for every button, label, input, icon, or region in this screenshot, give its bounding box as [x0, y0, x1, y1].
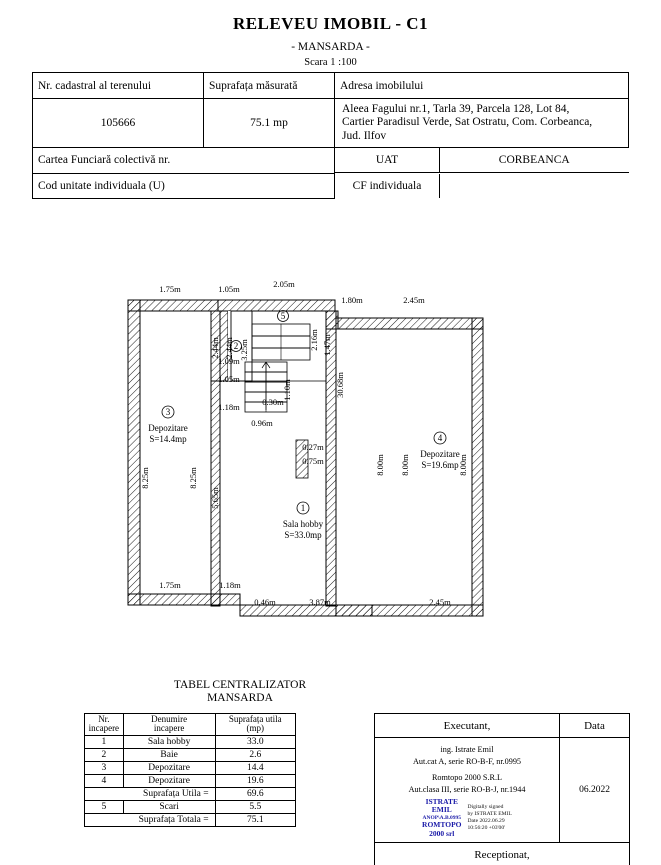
- room-4-name: Depozitare: [420, 449, 460, 459]
- row-1-nr: 1: [85, 735, 124, 748]
- svg-text:5.65m: 5.65m: [210, 487, 220, 509]
- executant-table: [374, 713, 630, 865]
- floor-plan: [0, 250, 661, 650]
- measured-area-value: 75.1 mp: [204, 99, 335, 148]
- svg-text:0.96m: 0.96m: [251, 418, 273, 428]
- svg-text:1.05m: 1.05m: [218, 374, 240, 384]
- header-area-l2: (mp): [246, 723, 265, 734]
- row-5-nr: 5: [85, 800, 124, 813]
- svg-text:3.25m: 3.25m: [239, 339, 249, 361]
- data-header: Data: [560, 714, 630, 738]
- cf-individual-label: CF individuala: [335, 174, 440, 198]
- sig-line-4: 10:56:20 +03'00': [467, 824, 506, 831]
- row-2-name: Baie: [123, 748, 215, 761]
- room-3-area: S=14.4mp: [149, 434, 187, 444]
- total-label: Suprafața Totala =: [85, 813, 216, 826]
- table-row: [33, 173, 629, 198]
- centralizator-title-line2: MANSARDA: [207, 692, 273, 704]
- room-3-name: Depozitare: [148, 423, 188, 433]
- svg-text:2.45m: 2.45m: [429, 597, 451, 607]
- address-line-3: Jud. Ilfov: [342, 129, 387, 142]
- header-area-l1: Suprafața utila: [228, 714, 282, 724]
- receptionat-label: Receptionat,: [375, 843, 630, 865]
- row-4-nr: 4: [85, 774, 124, 787]
- table-row: [33, 73, 629, 99]
- sig-line-2: by ISTRATE EMIL: [467, 810, 512, 817]
- svg-text:8.00m: 8.00m: [458, 454, 468, 476]
- table-row: [375, 738, 630, 843]
- cf-collective-label: Cartea Funciară colectivă nr.: [33, 148, 335, 174]
- header-nr-l1: Nr.: [98, 714, 110, 724]
- executant-line-4: Aut.clasa III, serie RO-B-J, nr.1944: [408, 784, 526, 794]
- stamp-line-5: 2000 srl: [429, 828, 455, 838]
- svg-text:2.05m: 2.05m: [273, 279, 295, 289]
- table-row: [85, 774, 296, 787]
- svg-text:1.47m: 1.47m: [322, 334, 332, 356]
- address-line-2: Cartier Paradisul Verde, Sat Ostratu, Com. Corbeanca,: [342, 116, 593, 129]
- row-3-nr: 3: [85, 761, 124, 774]
- svg-text:1.05m: 1.05m: [218, 284, 240, 294]
- svg-text:0.75m: 0.75m: [302, 456, 324, 466]
- room-3-number: 3: [165, 407, 171, 417]
- page-title: RELEVEU IMOBIL - C1: [232, 14, 429, 33]
- room-4-number: 4: [437, 433, 443, 443]
- executant-line-3: Romtopo 2000 S.R.L: [431, 772, 503, 782]
- svg-text:30.68m: 30.68m: [335, 372, 345, 398]
- address-header: Adresa imobilului: [335, 73, 629, 99]
- cad-number-value: 105666: [33, 99, 204, 148]
- table-row: [85, 800, 296, 813]
- signature-meta: [468, 804, 512, 832]
- cf-individual-value: [440, 174, 629, 198]
- row-2-area: 2.6: [215, 748, 295, 761]
- util-label: Suprafața Utila =: [85, 787, 216, 800]
- digital-signature-stamp: [378, 798, 556, 839]
- uat-label: UAT: [335, 148, 440, 173]
- svg-text:8.00m: 8.00m: [400, 454, 410, 476]
- table-row: [375, 843, 630, 865]
- centralizator-title-line1: TABEL CENTRALIZATOR: [173, 679, 307, 691]
- measured-area-header: Suprafața măsurată: [204, 73, 335, 99]
- svg-text:8.25m: 8.25m: [188, 467, 198, 489]
- sig-line-3: Date 2022.06.29: [467, 817, 505, 824]
- stamp-line-4: ROMTOPO: [422, 820, 462, 830]
- util-value: 69.6: [215, 787, 295, 800]
- address-line-1: Aleea Fagului nr.1, Tarla 39, Parcela 128, Lot 84,: [342, 102, 570, 115]
- page-subtitle: - MANSARDA -: [291, 41, 370, 53]
- row-3-name: Depozitare: [123, 761, 215, 774]
- centralizator-title: [110, 679, 370, 704]
- room-1-area: S=33.0mp: [284, 530, 322, 540]
- property-info-table: [32, 72, 629, 199]
- unit-code-label: Cod unitate individuala (U): [33, 173, 335, 198]
- svg-text:1.75m: 1.75m: [159, 580, 181, 590]
- room-1-number: 1: [300, 503, 306, 513]
- stamp-line-1: ISTRATE: [425, 796, 458, 806]
- table-header-row: [375, 714, 630, 738]
- row-1-name: Sala hobby: [123, 735, 215, 748]
- room-1-name: Sala hobby: [282, 519, 324, 529]
- svg-text:8.00m: 8.00m: [375, 454, 385, 476]
- svg-text:1.09m: 1.09m: [218, 356, 240, 366]
- header-name: [123, 714, 215, 736]
- row-2-nr: 2: [85, 748, 124, 761]
- row-4-name: Depozitare: [123, 774, 215, 787]
- sig-line-1: Digitally signed: [467, 804, 504, 810]
- svg-text:1.75m: 1.75m: [159, 284, 181, 294]
- executant-line-1: ing. Istrate Emil: [440, 745, 494, 754]
- table-row: [85, 761, 296, 774]
- stamp-line-2: EMIL: [431, 805, 452, 815]
- table-row: [85, 748, 296, 761]
- svg-text:3.87m: 3.87m: [309, 597, 331, 607]
- header-nr: [85, 714, 124, 736]
- room-5-number: 5: [280, 311, 286, 321]
- row-3-area: 14.4: [215, 761, 295, 774]
- page-scale: Scara 1 :100: [304, 57, 357, 68]
- header-nr-l2: incapere: [88, 723, 120, 734]
- header-name-l2: incapere: [153, 723, 185, 734]
- stamp-line-3: ANOP\A.B.0995: [422, 814, 462, 821]
- cad-number-header: Nr. cadastral al terenului: [33, 73, 204, 99]
- total-value: 75.1: [215, 813, 295, 826]
- executant-header: Executant,: [375, 714, 560, 738]
- table-row: [33, 148, 629, 174]
- room-2-number: 2: [233, 341, 239, 351]
- svg-text:1.10m: 1.10m: [282, 379, 292, 401]
- table-row-util: [85, 787, 296, 800]
- svg-text:0.27m: 0.27m: [302, 442, 324, 452]
- row-5-area: 5.5: [215, 800, 295, 813]
- row-1-area: 33.0: [215, 735, 295, 748]
- svg-text:1.80m: 1.80m: [341, 295, 363, 305]
- svg-text:0.30m: 0.30m: [262, 397, 284, 407]
- room-4-area: S=19.6mp: [421, 460, 459, 470]
- centralizator-table: [84, 713, 296, 827]
- svg-text:1.18m: 1.18m: [218, 402, 240, 412]
- table-row: [85, 735, 296, 748]
- svg-text:1.18m: 1.18m: [219, 580, 241, 590]
- executant-details: [375, 738, 560, 843]
- header-area: [215, 714, 295, 736]
- table-header-row: [85, 714, 296, 736]
- uat-value: CORBEANCA: [440, 148, 629, 173]
- address-value: [335, 99, 629, 148]
- executant-date: 06.2022: [560, 738, 630, 843]
- table-row: [33, 99, 629, 148]
- row-4-area: 19.6: [215, 774, 295, 787]
- svg-text:2.44m: 2.44m: [210, 337, 220, 359]
- svg-text:2.16m: 2.16m: [309, 329, 319, 351]
- svg-text:2.45m: 2.45m: [403, 295, 425, 305]
- svg-text:0.46m: 0.46m: [254, 597, 276, 607]
- stamp-text: [422, 798, 461, 839]
- svg-text:2.44m: 2.44m: [224, 337, 234, 359]
- row-5-name: Scari: [123, 800, 215, 813]
- executant-line-2: Aut.cat A, serie RO-B-F, nr.0995: [412, 756, 522, 766]
- table-row-total: [85, 813, 296, 826]
- header-name-l1: Denumire: [151, 714, 188, 724]
- svg-text:8.25m: 8.25m: [140, 467, 150, 489]
